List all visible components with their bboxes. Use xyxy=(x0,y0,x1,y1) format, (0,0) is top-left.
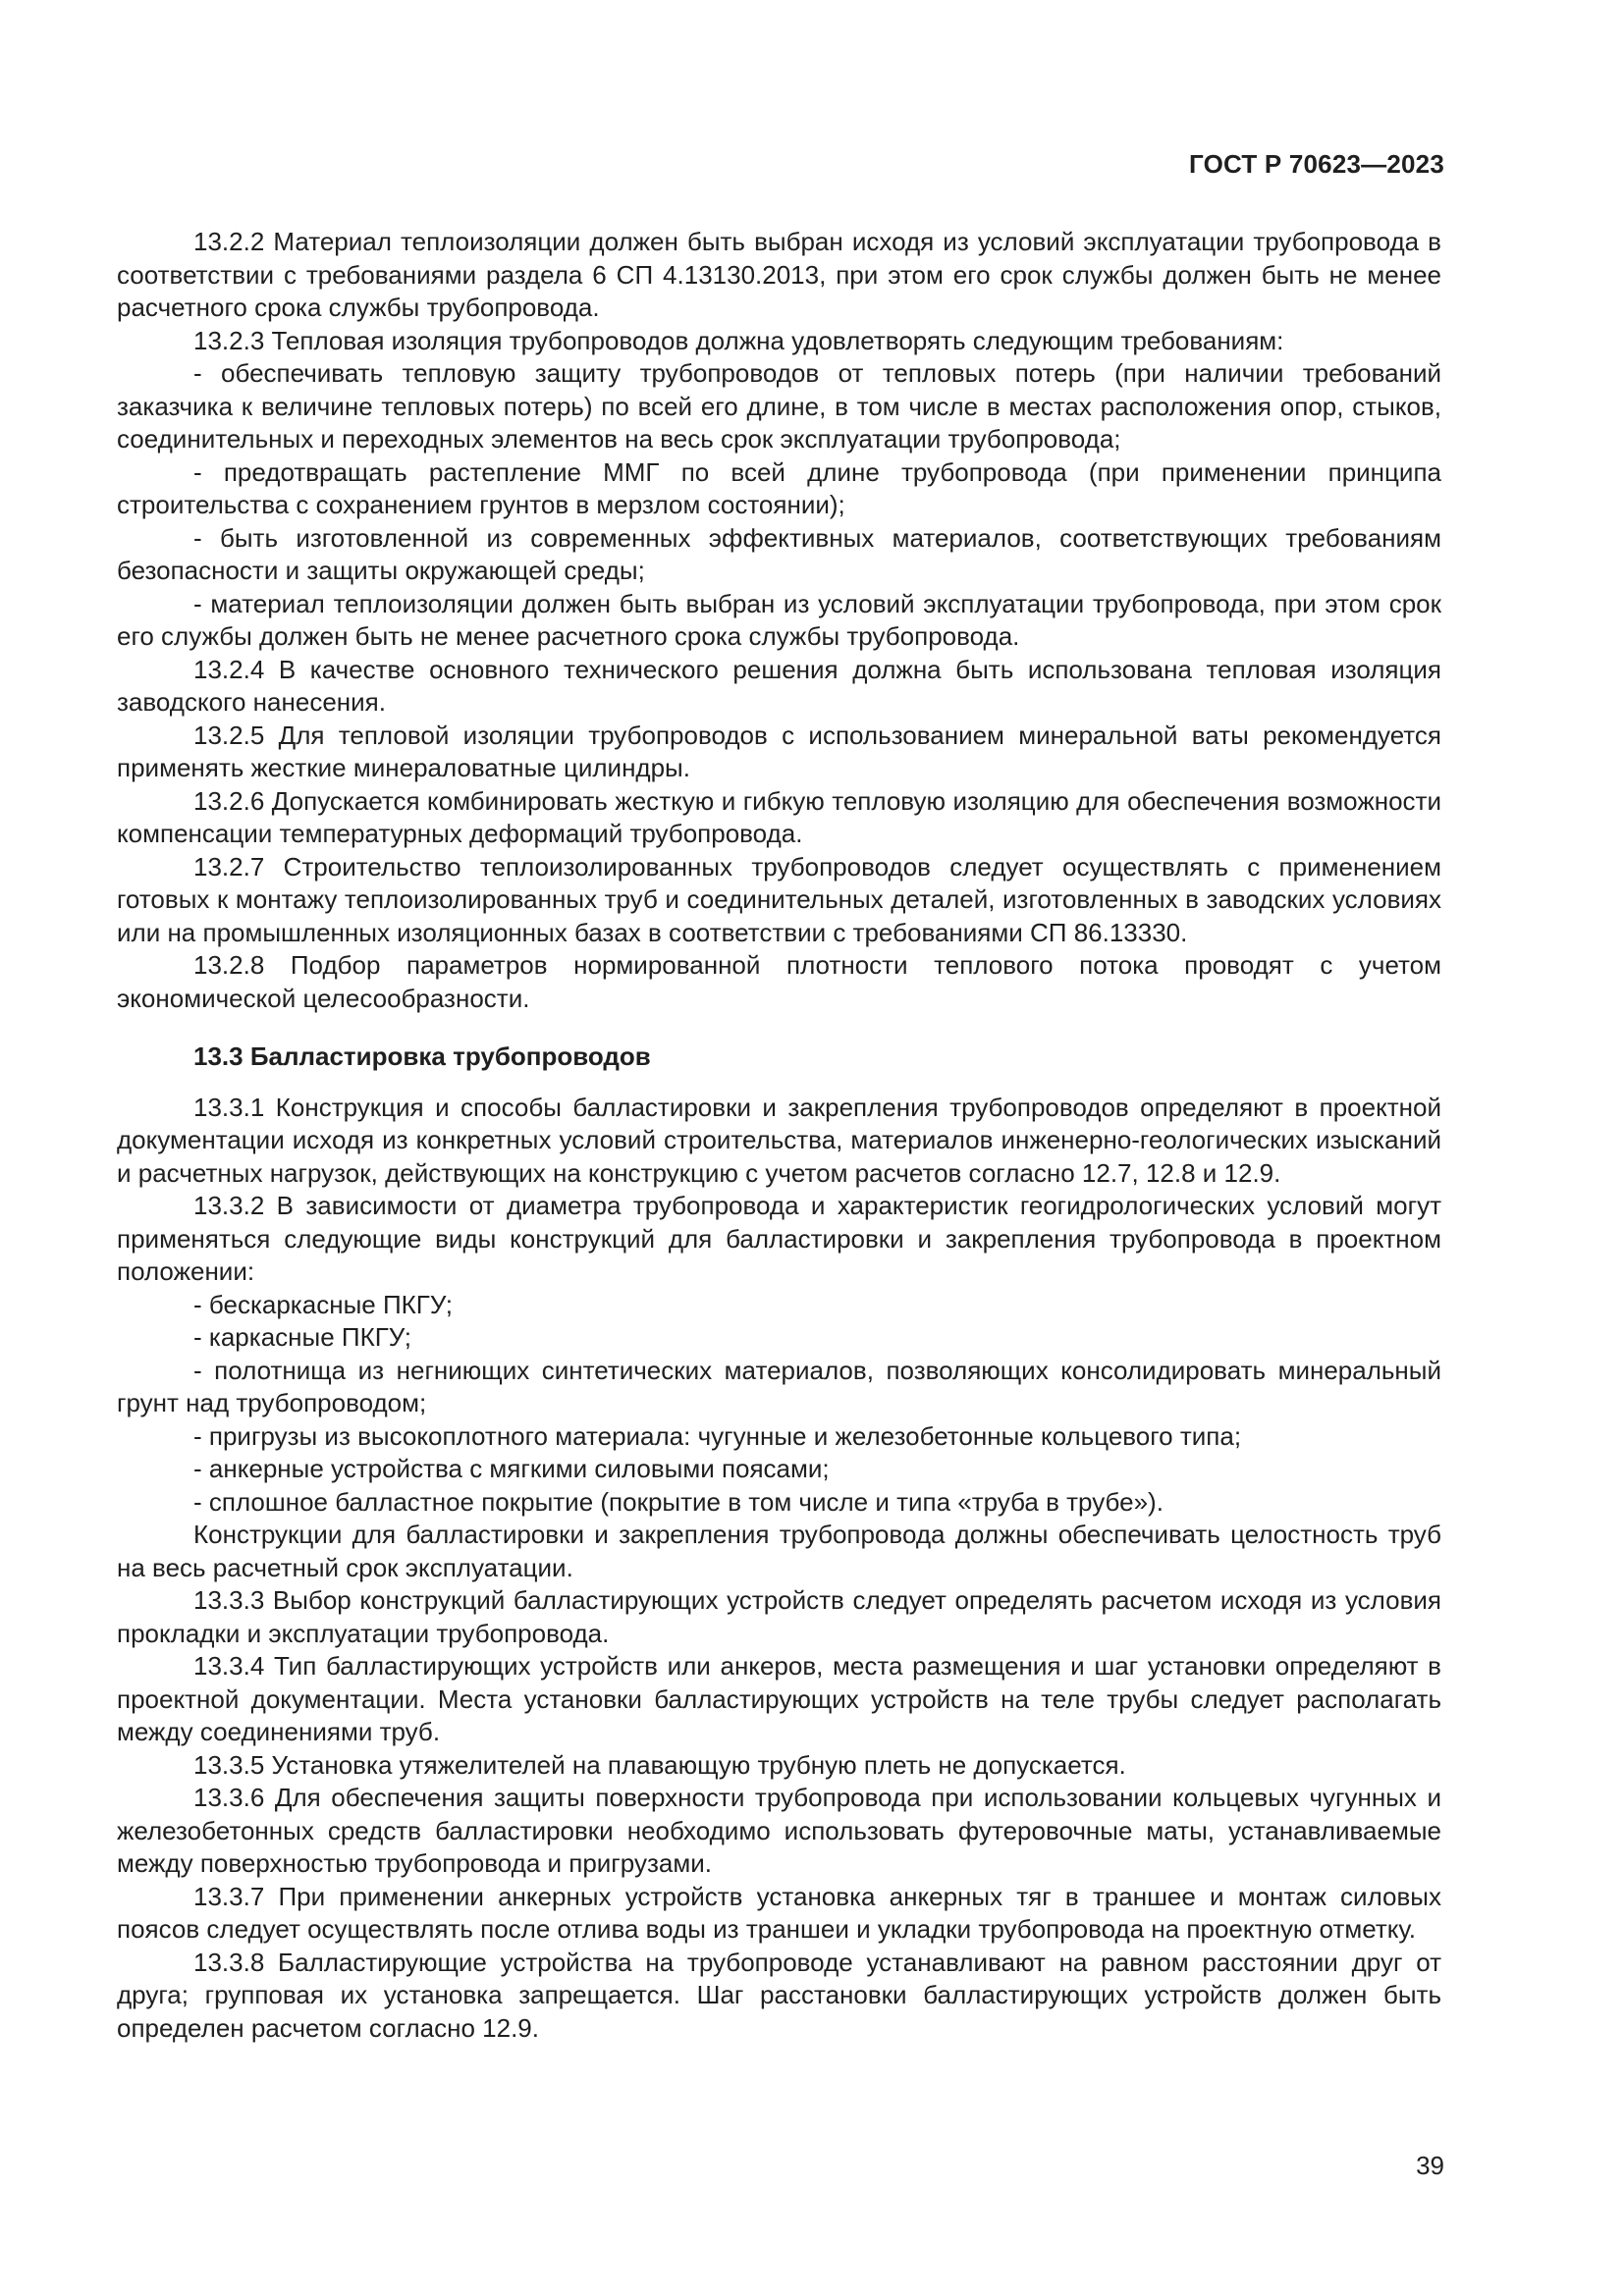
paragraph-13-2-8: 13.2.8 Подбор параметров нормированной плотности теплового потока проводят с учетом экономической целесообразности. xyxy=(117,950,1441,1013)
list-item: - обеспечивать тепловую защиту трубопроводов от тепловых потерь (при наличии требований заказчика к величине тепловых потерь) по всей его длине, в том числе в местах расположения опор, стыков, соединительных и переходных элементов на весь срок эксплуатации трубопровода; xyxy=(117,358,1441,454)
section-heading-13-3: 13.3 Балластировка трубопроводов xyxy=(193,1041,651,1071)
document-body xyxy=(117,226,1441,2045)
page-number: 39 xyxy=(1416,2151,1444,2180)
list-item: - анкерные устройства с мягкими силовыми поясами; xyxy=(193,1454,830,1483)
list-item: - бескаркасные ПКГУ; xyxy=(193,1289,454,1319)
list-item: - пригрузы из высокоплотного материала: чугунные и железобетонные кольцевого типа; xyxy=(193,1420,1242,1451)
paragraph-13-3-2-note: Конструкции для балластировки и закрепления трубопровода должны обеспечивать целостность труб на весь расчетный срок эксплуатации. xyxy=(117,1520,1441,1582)
document-header: ГОСТ Р 70623—2023 xyxy=(1189,149,1444,179)
paragraph-13-3-3: 13.3.3 Выбор конструкций балластирующих устройств следует определять расчетом исходя из условия прокладки и эксплуатации трубопровода. xyxy=(117,1585,1441,1648)
paragraph-13-2-4: 13.2.4 В качестве основного технического решения должна быть использована тепловая изоляция заводского нанесения. xyxy=(117,654,1441,717)
list-item: - быть изготовленной из современных эффективных материалов, соответствующих требованиям безопасности и защиты окружающей среды; xyxy=(117,522,1441,585)
paragraph-13-3-1: 13.3.1 Конструкция и способы балластировки и закрепления трубопроводов определяют в проектной документации исходя из конкретных условий строительства, материалов инженерно-геологических изысканий и расчетных нагрузок, действующих на конструкцию с учетом расчетов согласно 12.7, 12.8 и 12.9. xyxy=(117,1092,1441,1188)
list-item: - сплошное балластное покрытие (покрытие в том числе и типа «труба в трубе»). xyxy=(193,1486,1164,1517)
paragraph-13-3-5: 13.3.5 Установка утяжелителей на плавающую трубную плеть не допускается. xyxy=(193,1749,1126,1780)
paragraph-13-3-8: 13.3.8 Балластирующие устройства на трубопроводе устанавливают на равном расстоянии друг от друга; групповая их установка запрещается. Шаг расстановки балластирующих устройств должен быть определен расчетом согласно 12.9. xyxy=(117,1947,1441,2043)
paragraph-13-2-2: 13.2.2 Материал теплоизоляции должен быть выбран исходя из условий эксплуатации трубопровода в соответствии с требованиями раздела 6 СП 4.13130.2013, при этом его срок службы должен быть не менее расчетного срока службы трубопровода. xyxy=(117,227,1441,322)
paragraph-13-3-4: 13.3.4 Тип балластирующих устройств или анкеров, места размещения и шаг установки определяют в проектной документации. Места установки балластирующих устройств на теле трубы следует располагать между соединениями труб. xyxy=(117,1651,1441,1746)
paragraph-13-3-6: 13.3.6 Для обеспечения защиты поверхности трубопровода при использовании кольцевых чугунных и железобетонных средств балластировки необходимо использовать футеровочные маты, устанавливаемые между поверхностью трубопровода и пригрузами. xyxy=(117,1783,1441,1878)
paragraph-13-3-7: 13.3.7 При применении анкерных устройств установка анкерных тяг в траншее и монтаж силовых поясов следует осуществлять после отлива воды из траншеи и укладки трубопровода на проектную отметку. xyxy=(117,1881,1441,1944)
paragraph-13-3-2: 13.3.2 В зависимости от диаметра трубопровода и характеристик геогидрологических условий могут применяться следующие виды конструкций для балластировки и закрепления трубопровода в проектном положении: xyxy=(117,1191,1441,1286)
list-item: - полотнища из негниющих синтетических материалов, позволяющих консолидировать минеральный грунт над трубопроводом; xyxy=(117,1355,1441,1417)
list-item: - каркасные ПКГУ; xyxy=(193,1322,411,1352)
paragraph-13-2-5: 13.2.5 Для тепловой изоляции трубопроводов с использованием минеральной ваты рекомендуется применять жесткие минераловатные цилиндры. xyxy=(117,720,1441,782)
paragraph-13-2-7: 13.2.7 Строительство теплоизолированных трубопроводов следует осуществлять с применением готовых к монтажу теплоизолированных труб и соединительных деталей, изготовленных в заводских условиях или на промышленных изоляционных базах в соответствии с требованиями СП 86.13330. xyxy=(117,851,1441,947)
paragraph-13-2-3: 13.2.3 Тепловая изоляция трубопроводов должна удовлетворять следующим требованиям: xyxy=(193,325,1284,355)
list-item: - предотвращать растепление ММГ по всей длине трубопровода (при применении принципа строительства с сохранением грунтов в мерзлом состоянии); xyxy=(117,456,1441,519)
paragraph-13-2-6: 13.2.6 Допускается комбинировать жесткую и гибкую тепловую изоляцию для обеспечения возможности компенсации температурных деформаций трубопровода. xyxy=(117,785,1441,848)
list-item: - материал теплоизоляции должен быть выбран из условий эксплуатации трубопровода, при этом срок его службы должен быть не менее расчетного срока службы трубопровода. xyxy=(117,588,1441,651)
